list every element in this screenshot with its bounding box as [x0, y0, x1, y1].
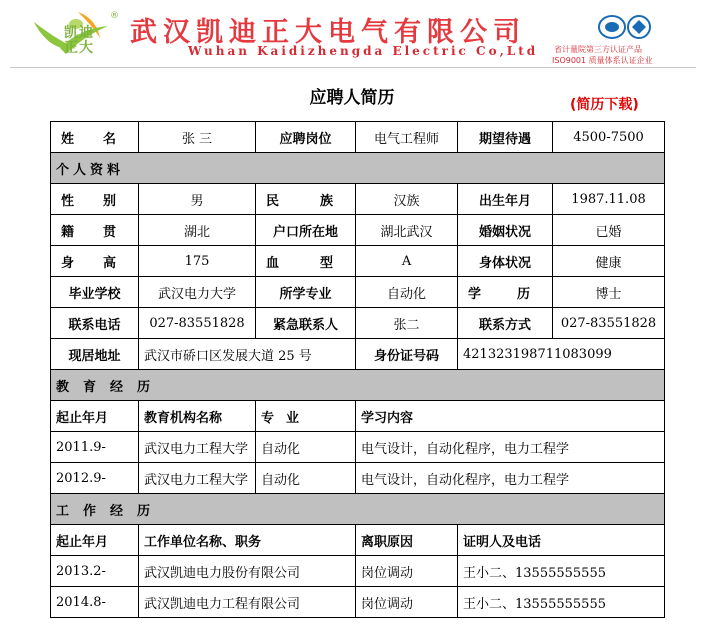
work-reference: 王小二、13555555555 — [458, 587, 665, 618]
work-col-leave-reason: 离职原因 — [356, 525, 458, 556]
education-institution: 武汉电力工程大学 — [139, 432, 256, 463]
education-column-headers — [51, 401, 665, 432]
education-heading: 教育经历 — [51, 370, 665, 401]
certification-logos-icon — [597, 12, 657, 42]
health-value: 健康 — [553, 246, 665, 277]
logo-text — [64, 26, 94, 56]
education-col-period: 起止年月 — [51, 401, 139, 432]
personal-row — [51, 277, 665, 308]
education-period: 2012.9- — [51, 463, 139, 494]
position-label: 应聘岗位 — [256, 122, 356, 153]
degree-label: 学历 — [458, 277, 553, 308]
resume-download-link[interactable]: (简历下载) — [570, 97, 639, 113]
banner-divider — [10, 67, 696, 68]
work-heading: 工作经历 — [51, 494, 665, 525]
school-label: 毕业学校 — [51, 277, 139, 308]
personal-row — [51, 308, 665, 339]
native-place-label: 籍贯 — [51, 215, 139, 246]
blood-type-value: A — [356, 246, 458, 277]
education-col-content: 学习内容 — [356, 401, 665, 432]
address-label: 现居地址 — [51, 339, 139, 370]
marital-status-label: 婚姻状况 — [458, 215, 553, 246]
work-col-employer: 工作单位名称、职务 — [139, 525, 356, 556]
personal-row — [51, 215, 665, 246]
company-banner — [0, 0, 704, 72]
certification-text-2: ISO9001 质量体系认证企业 — [552, 56, 653, 65]
work-reference: 王小二、13555555555 — [458, 556, 665, 587]
page-title: 应聘人简历 — [309, 88, 395, 108]
education-content: 电气设计，自动化程序，电力工程学 — [356, 432, 665, 463]
work-col-reference: 证明人及电话 — [458, 525, 665, 556]
id-number-value: 421323198711083099 — [458, 339, 665, 370]
ethnicity-label: 民族 — [256, 184, 356, 215]
name-label: 姓名 — [51, 122, 139, 153]
marital-status-value: 已婚 — [553, 215, 665, 246]
education-major: 自动化 — [256, 432, 356, 463]
work-section-header — [51, 494, 665, 525]
resume-table — [50, 121, 665, 618]
phone-label: 联系电话 — [51, 308, 139, 339]
height-label: 身高 — [51, 246, 139, 277]
birthdate-value: 1987.11.08 — [553, 184, 665, 215]
phone-value: 027-83551828 — [139, 308, 256, 339]
address-value: 武汉市硚口区发展大道 25 号 — [139, 339, 356, 370]
personal-section-header — [51, 153, 665, 184]
birthdate-label: 出生年月 — [458, 184, 553, 215]
blood-type-label: 血型 — [256, 246, 356, 277]
position-value: 电气工程师 — [356, 122, 458, 153]
work-employer: 武汉凯迪电力工程有限公司 — [139, 587, 356, 618]
salary-label: 期望待遇 — [458, 122, 553, 153]
education-section-header — [51, 370, 665, 401]
native-place-value: 湖北 — [139, 215, 256, 246]
work-col-period: 起止年月 — [51, 525, 139, 556]
work-leave-reason: 岗位调动 — [356, 556, 458, 587]
major-value: 自动化 — [356, 277, 458, 308]
work-column-headers — [51, 525, 665, 556]
personal-row — [51, 184, 665, 215]
personal-heading: 个人资料 — [51, 153, 665, 184]
education-content: 电气设计，自动化程序，电力工程学 — [356, 463, 665, 494]
education-row — [51, 463, 665, 494]
registered-mark: ® — [110, 11, 119, 21]
emergency-contact-label: 紧急联系人 — [256, 308, 356, 339]
name-value: 张 三 — [139, 122, 256, 153]
personal-row — [51, 246, 665, 277]
household-label: 户口所在地 — [256, 215, 356, 246]
emergency-contact-value: 张二 — [356, 308, 458, 339]
education-row — [51, 432, 665, 463]
logo-text-line2: 正大 — [64, 40, 94, 56]
gender-value: 男 — [139, 184, 256, 215]
school-value: 武汉电力大学 — [139, 277, 256, 308]
education-col-major: 专业 — [256, 401, 356, 432]
education-major: 自动化 — [256, 463, 356, 494]
education-period: 2011.9- — [51, 432, 139, 463]
health-label: 身体状况 — [458, 246, 553, 277]
work-row — [51, 556, 665, 587]
contact-method-label: 联系方式 — [458, 308, 553, 339]
work-period: 2013.2- — [51, 556, 139, 587]
education-col-institution: 教育机构名称 — [139, 401, 256, 432]
ethnicity-value: 汉族 — [356, 184, 458, 215]
logo-text-line1: 凯迪 — [64, 25, 94, 41]
basic-info-row — [51, 122, 665, 153]
education-institution: 武汉电力工程大学 — [139, 463, 256, 494]
company-name-cn: 武汉凯迪正大电气有限公司 — [130, 17, 526, 48]
work-leave-reason: 岗位调动 — [356, 587, 458, 618]
company-name-en: Wuhan Kaidizhengda Electric Co,Ltd — [188, 44, 539, 58]
height-value: 175 — [139, 246, 256, 277]
work-period: 2014.8- — [51, 587, 139, 618]
address-row — [51, 339, 665, 370]
gender-label: 性别 — [51, 184, 139, 215]
certification-text-1: 省计量院第三方认证产品 — [554, 45, 642, 54]
household-value: 湖北武汉 — [356, 215, 458, 246]
work-employer: 武汉凯迪电力股份有限公司 — [139, 556, 356, 587]
work-row — [51, 587, 665, 618]
id-number-label: 身份证号码 — [356, 339, 458, 370]
major-label: 所学专业 — [256, 277, 356, 308]
degree-value: 博士 — [553, 277, 665, 308]
contact-method-value: 027-83551828 — [553, 308, 665, 339]
salary-value: 4500-7500 — [553, 122, 665, 153]
